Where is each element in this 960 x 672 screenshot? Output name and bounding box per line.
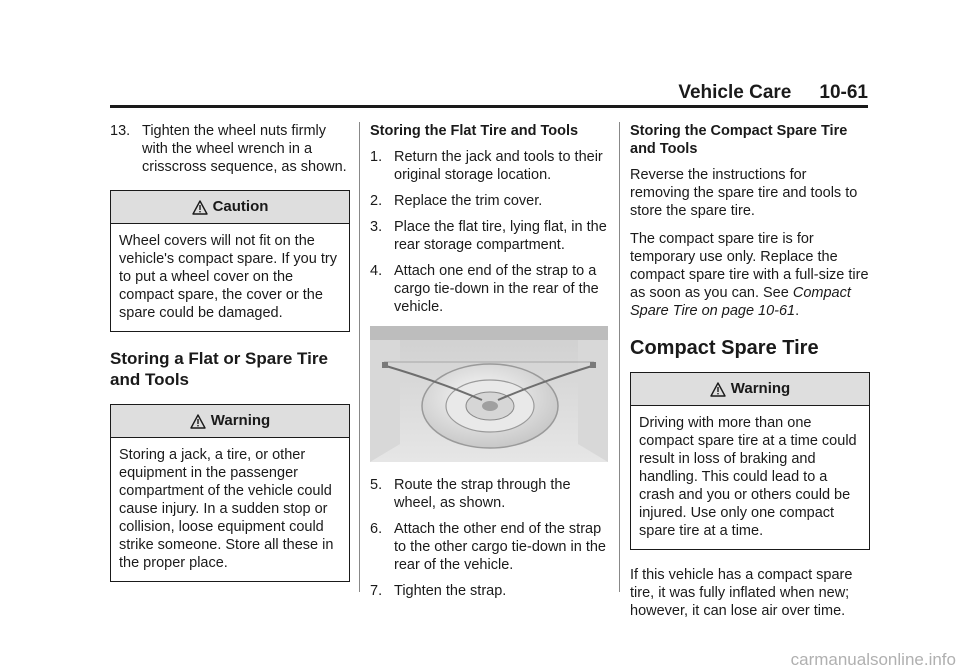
warning-title: Warning bbox=[730, 380, 791, 397]
step-text: Return the jack and tools to their original storage location. bbox=[394, 149, 603, 183]
step-text: Tighten the strap. bbox=[394, 583, 507, 599]
section-title: Vehicle Care bbox=[678, 82, 792, 103]
list-item bbox=[370, 192, 610, 210]
list-item bbox=[370, 582, 610, 600]
warning-body: Storing a jack, a tire, or other equipment in the passenger compartment of the vehicle could cause injury. In a sudden stop or collision, loose equipment could strike someone. Store all these in the proper place. bbox=[119, 447, 334, 571]
paragraph bbox=[630, 230, 870, 320]
warning-triangle-icon bbox=[190, 414, 206, 429]
list-item bbox=[370, 476, 610, 512]
paragraph: If this vehicle has a compact spare tire, it was fully inflated when new; however, it can lose air over time. bbox=[630, 567, 853, 619]
section-heading: Storing a Flat or Spare Tire and Tools bbox=[110, 349, 328, 389]
column-divider bbox=[619, 122, 620, 592]
step-text: Replace the trim cover. bbox=[394, 193, 543, 209]
step-number: 3. bbox=[370, 219, 383, 235]
step-number: 2. bbox=[370, 193, 383, 209]
list-item bbox=[370, 148, 610, 184]
warning-header bbox=[111, 405, 349, 438]
list-item bbox=[370, 520, 610, 574]
list-item bbox=[110, 122, 350, 176]
warning-box bbox=[110, 404, 350, 582]
caution-header bbox=[111, 191, 349, 224]
warning-box bbox=[630, 372, 870, 550]
paragraph-end: . bbox=[795, 303, 800, 319]
step-text: Tighten the wheel nuts firmly with the wheel wrench in a crisscross sequence, as shown. bbox=[142, 123, 347, 175]
step-number: 1. bbox=[370, 149, 383, 165]
step-text: Route the strap through the wheel, as shown. bbox=[394, 477, 571, 511]
warning-triangle-icon bbox=[192, 200, 208, 215]
step-text: Attach the other end of the strap to the other cargo tie-down in the rear of the vehicle. bbox=[394, 521, 606, 573]
step-number: 4. bbox=[370, 263, 383, 279]
spare-tire-strap-illustration bbox=[370, 326, 608, 462]
warning-title: Warning bbox=[210, 412, 271, 429]
section-heading: Compact Spare Tire bbox=[630, 337, 819, 359]
warning-triangle-icon bbox=[710, 382, 726, 397]
watermark: carmanualsonline.info bbox=[790, 650, 956, 669]
caution-box bbox=[110, 190, 350, 332]
paragraph-text: The compact spare tire is for temporary use only. Replace the compact spare tire with a full-size tire as soon as you can. See bbox=[630, 231, 869, 301]
list-item bbox=[370, 218, 610, 254]
step-number: 5. bbox=[370, 477, 383, 493]
paragraph: Reverse the instructions for removing the spare tire and tools to store the spare tire. bbox=[630, 167, 858, 219]
page-header bbox=[110, 82, 868, 104]
column-divider bbox=[359, 122, 360, 592]
column-1 bbox=[110, 122, 350, 596]
column-3 bbox=[630, 122, 870, 630]
warning-body: Driving with more than one compact spare tire at a time could result in loss of braking and handling. This could lead to a crash and you or others could be injured. Use only one compact spare tire at a time. bbox=[639, 415, 857, 539]
subheading: Storing the Compact Spare Tire and Tools bbox=[630, 123, 848, 157]
step-number: 13. bbox=[110, 123, 131, 139]
caution-title: Caution bbox=[212, 198, 269, 215]
page-number: 10-61 bbox=[819, 82, 868, 103]
header-rule bbox=[110, 105, 868, 108]
step-text: Place the flat tire, lying flat, in the rear storage compartment. bbox=[394, 219, 607, 253]
column-2 bbox=[370, 122, 610, 608]
step-text: Attach one end of the strap to a cargo tie-down in the rear of the vehicle. bbox=[394, 263, 599, 315]
step-number: 6. bbox=[370, 521, 383, 537]
step-number: 7. bbox=[370, 583, 383, 599]
cross-reference-link[interactable]: Compact Spare Tire on page 10-61 bbox=[630, 285, 851, 319]
list-item bbox=[370, 262, 610, 316]
caution-body: Wheel covers will not fit on the vehicle's compact spare. If you try to put a wheel cover on the compact spare, the cover or the spare could be damaged. bbox=[119, 233, 337, 321]
subheading: Storing the Flat Tire and Tools bbox=[370, 123, 579, 139]
warning-header bbox=[631, 373, 869, 406]
